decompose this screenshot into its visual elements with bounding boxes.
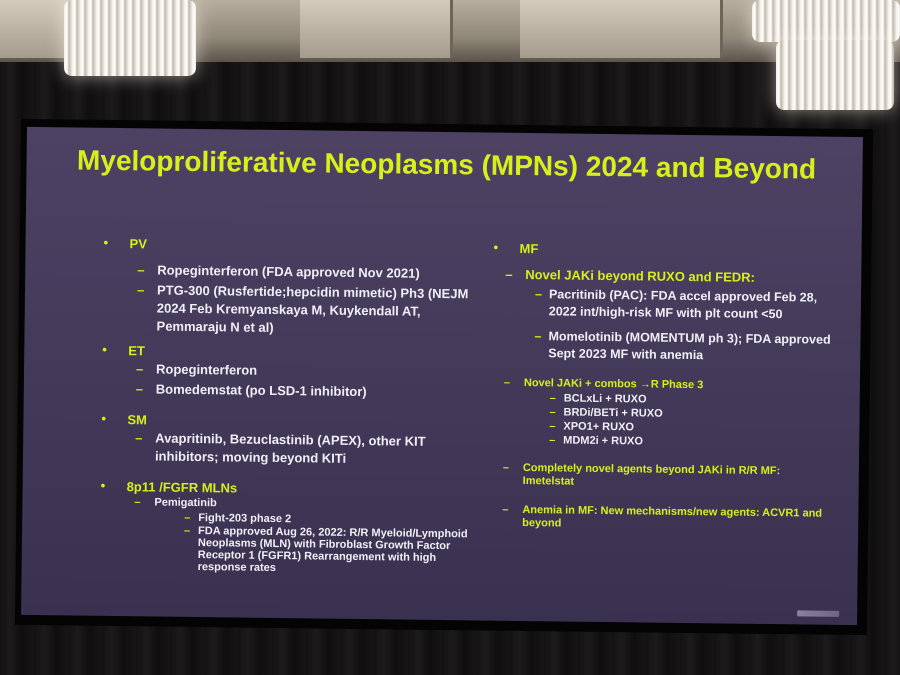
item-text: BCLxLi + RUXO xyxy=(563,392,647,406)
list-item xyxy=(505,266,833,288)
chandelier-right-top xyxy=(752,0,900,42)
item-text: PTG-300 (Rusfertide;hepcidin mimetic) Ph3 (NEJM 2024 Feb Kremyanskaya M, Kuykendall AT, Pemmaraju N et al) xyxy=(156,282,469,335)
bullet-marker: • xyxy=(103,234,109,250)
chandelier-left xyxy=(64,0,196,76)
item-text: MDM2i + RUXO xyxy=(563,434,644,448)
bullet-marker: • xyxy=(100,477,106,493)
item-text: Anemia in MF: New mechanisms/new agents: ACVR1 and beyond xyxy=(522,503,823,530)
section-heading: SM xyxy=(127,412,148,428)
chandelier-right-bottom xyxy=(776,40,894,110)
section-pv xyxy=(104,236,484,256)
dash-marker: – xyxy=(502,461,510,474)
item-text: Fight-203 phase 2 xyxy=(198,512,292,526)
ceiling-tile xyxy=(300,0,453,58)
section-heading: PV xyxy=(129,236,148,252)
list-item xyxy=(502,504,830,534)
item-text: Pemigatinib xyxy=(154,496,217,510)
dash-marker: – xyxy=(134,496,141,509)
dash-marker: – xyxy=(136,282,145,298)
list-item xyxy=(503,462,831,492)
dash-marker: – xyxy=(135,361,144,377)
item-text: Ropeginterferon xyxy=(155,361,258,378)
item-text: Completely novel agents beyond JAKi in R/R MF: Imetelstat xyxy=(522,461,781,488)
item-text: Novel JAKi beyond RUXO and FEDR: xyxy=(525,267,756,285)
dash-marker: – xyxy=(503,376,511,389)
section-mf xyxy=(493,241,833,260)
dash-marker: – xyxy=(549,406,556,419)
item-text: Momelotinib (MOMENTUM ph 3); FDA approved Sept 2023 MF with anemia xyxy=(548,329,831,363)
list-item xyxy=(137,261,483,283)
list-item xyxy=(534,328,832,366)
section-heading: MF xyxy=(519,240,539,257)
dash-marker: – xyxy=(549,434,556,447)
dash-marker: – xyxy=(184,524,191,537)
left-column xyxy=(100,236,484,578)
section-heading: ET xyxy=(128,343,146,359)
right-column xyxy=(490,241,834,536)
section-heading: 8p11 /FGFR MLNs xyxy=(126,479,238,496)
item-text: Bomedemstat (po LSD-1 inhibitor) xyxy=(155,381,367,400)
list-item xyxy=(504,377,832,394)
dash-marker: – xyxy=(135,381,144,397)
bullet-marker: • xyxy=(101,410,107,426)
dash-marker: – xyxy=(549,392,556,405)
item-text: FDA approved Aug 26, 2022: R/R Myeloid/Lymphoid Neoplasms (MLN) with Fibroblast Growth Factor Receptor 1 (FGFR1) Rearrangement with high response rates xyxy=(197,525,468,574)
bullet-marker: • xyxy=(493,239,499,255)
dash-marker: – xyxy=(549,420,556,433)
dash-marker: – xyxy=(137,262,145,278)
presenter-logo xyxy=(797,610,839,617)
item-text: Avapritinib, Bezuclastinib (APEX), other KIT inhibitors; moving beyond KITi xyxy=(154,430,426,466)
list-item xyxy=(535,286,833,324)
dash-marker: – xyxy=(534,287,543,302)
list-item xyxy=(136,281,483,339)
bullet-marker: • xyxy=(102,341,107,357)
item-text: XPO1+ RUXO xyxy=(563,420,635,434)
dash-marker: – xyxy=(135,430,143,446)
dash-marker: – xyxy=(184,511,191,524)
dash-marker: – xyxy=(502,503,509,516)
dash-marker: – xyxy=(505,266,513,282)
slide-title: Myeloproliferative Neoplasms (MPNs) 2024 and Beyond xyxy=(76,144,817,185)
list-item xyxy=(135,429,481,469)
ceiling-tile xyxy=(520,0,723,58)
item-text: Pacritinib (PAC): FDA accel approved Feb 28, 2022 int/high-risk MF with plt count <50 xyxy=(548,287,818,322)
item-text: Novel JAKi + combos →R Phase 3 xyxy=(523,377,704,392)
presentation-slide xyxy=(21,127,863,625)
dash-marker: – xyxy=(534,329,542,344)
list-item xyxy=(136,360,482,382)
list-item xyxy=(184,525,481,577)
item-text: Ropeginterferon (FDA approved Nov 2021) xyxy=(157,262,420,281)
list-item xyxy=(136,380,482,402)
item-text: BRDi/BETi + RUXO xyxy=(563,406,663,420)
